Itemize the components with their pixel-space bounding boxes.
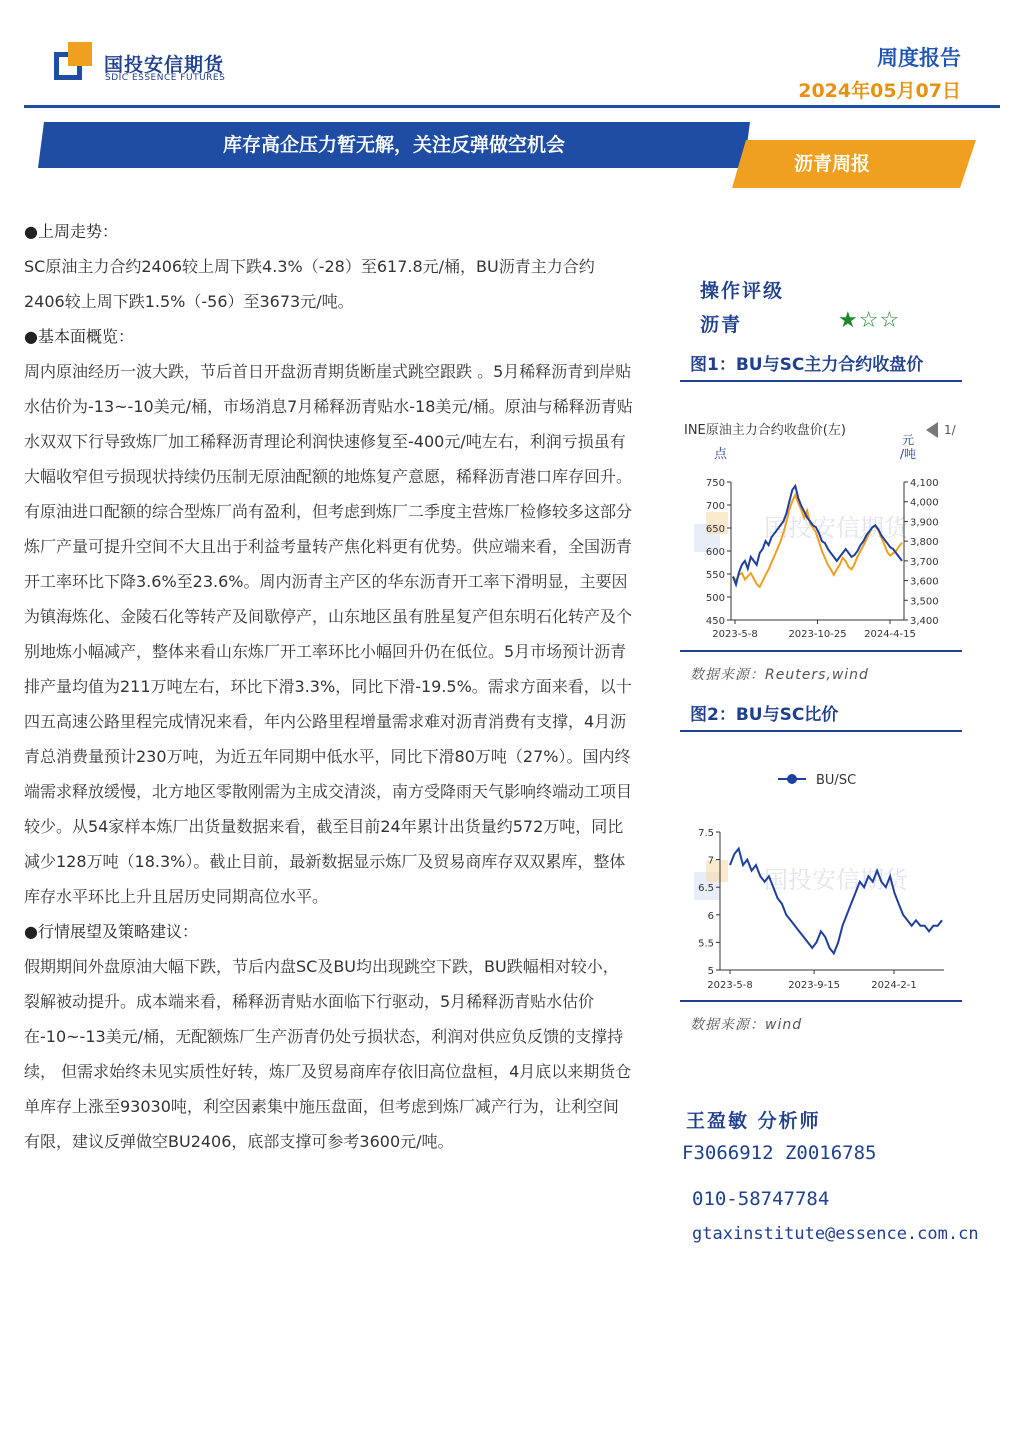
chart-1-right-tick-label: 3,400 bbox=[910, 616, 939, 627]
chart-2-legend-marker bbox=[787, 774, 797, 784]
chart-1-right-unit: 元/吨 bbox=[900, 433, 917, 461]
figure-2-source: 数据来源：wind bbox=[690, 1017, 803, 1033]
report-date: 2024年05月07日 bbox=[798, 80, 961, 102]
heading-last-week: ●上周走势： bbox=[24, 222, 118, 241]
paragraph-outlook: 假期期间外盘原油大幅下跌，节后内盘SC及BU均出现跳空下跌，BU跌幅相对较小，裂解被动提升。成本端来看，稀释沥青贴水面临下行驱动，5月稀释沥青贴水估价在-10~-13美元/桶，无配额炼厂生产沥青仍处亏损状态，利润对供应负反馈的支撑持续， 但需求始终未见实质性好转，炼厂及贸易商库存依旧高位盘桓，4月底以来期货仓单库存上涨至93030吨，利空因素集中施压盘面，但考虑到炼厂减产行为，让利空间有限，建议反弹做空BU2406，底部支撑可参考3600元/吨。 bbox=[24, 957, 632, 1151]
logo-name-en: SDIC ESSENCE FUTURES bbox=[105, 73, 226, 83]
paragraph-last-week: SC原油主力合约2406较上周下跌4.3%（-28）至617.8元/桶，BU沥青主力合约2406较上周下跌1.5%（-56）至3673元/吨。 bbox=[24, 257, 595, 311]
chart-2-y-tick-label: 7.5 bbox=[698, 828, 714, 839]
chart-2-x-tick-label: 2023-9-15 bbox=[788, 980, 840, 991]
figure-1-source: 数据来源：Reuters,wind bbox=[690, 667, 869, 683]
chart-1-watermark bbox=[694, 512, 910, 552]
chart-1-left-unit: 点 bbox=[714, 447, 728, 462]
chart-1-left-tick-label: 650 bbox=[705, 524, 725, 535]
analyst-phone: 010-58747784 bbox=[692, 1188, 830, 1210]
figure-1-rule bbox=[680, 380, 962, 382]
figure-1-title: 图1：BU与SC主力合约收盘价 bbox=[690, 355, 924, 375]
chart-2-legend: BU/SC bbox=[816, 773, 857, 788]
chart-1-left-tick-label: 600 bbox=[705, 547, 725, 558]
chart-1-legend: INE原油主力合约收盘价(左) bbox=[684, 423, 846, 438]
header-divider bbox=[24, 105, 1000, 108]
chart-1-x-tick-label: 2023-5-8 bbox=[712, 629, 758, 640]
chart-1-right-tick-label: 3,600 bbox=[910, 576, 939, 588]
chart-1-right-tick-label: 3,500 bbox=[910, 596, 939, 608]
chart-2-y-tick-label: 6.5 bbox=[698, 883, 714, 895]
chart-1-left-tick-label: 550 bbox=[705, 570, 725, 581]
company-logo-icon bbox=[54, 42, 94, 82]
chart-2-watermark-text: 国投安信期货 bbox=[764, 866, 908, 894]
chart-2-watermark bbox=[694, 860, 910, 900]
chart-1-left-tick-label: 700 bbox=[705, 501, 725, 512]
section-title: 沥青周报 bbox=[793, 153, 870, 175]
figure-2-bottom-rule bbox=[680, 1000, 962, 1002]
chart-bu-sc-ratio bbox=[676, 760, 966, 1000]
chart-1-watermark-text: 国投安信期货 bbox=[764, 514, 908, 542]
figure-1-bottom-rule bbox=[680, 650, 962, 652]
legend-page-indicator: 1/ bbox=[944, 423, 956, 437]
figure-2-rule bbox=[680, 730, 962, 732]
report-title: 库存高企压力暂无解，关注反弹做空机会 bbox=[222, 134, 565, 156]
report-type: 周度报告 bbox=[877, 46, 961, 70]
figure-2-title: 图2：BU与SC比价 bbox=[690, 705, 839, 725]
chart-1-left-tick-label: 750 bbox=[705, 478, 725, 489]
rating-title: 操作评级 bbox=[700, 280, 785, 302]
chart-2-y-tick-label: 7 bbox=[707, 855, 714, 867]
paragraph-fundamentals: 周内原油经历一波大跌，节后首日开盘沥青期货断崖式跳空跟跌 。5月稀释沥青到岸贴水估价为-13~-10美元/桶，市场消息7月稀释沥青贴水-18美元/桶。原油与稀释沥青贴水双双下行导致炼厂加工稀释沥青理论利润快速修复至-400元/吨左右，利润亏损虽有大幅收窄但亏损现状持续仍压制无原油配额的地炼复产意愿，稀释沥青港口库存回升。有原油进口配额的综合型炼厂尚有盈利，但考虑到炼厂二季度主营炼厂检修较多这部分炼厂产量可提升空间不大且出于利益考量转产焦化料更有优势。供应端来看，全国沥青开工率环比下降3.6%至23.6%。周内沥青主产区的华东沥青开工率下滑明显，主要因为镇海炼化、金陵石化等转产及间歇停产，山东地区虽有胜星复产但东明石化转产及个别地炼小幅减产，整体来看山东炼厂开工率环比小幅回升仍在低位。5月市场预计沥青排产量均值为211万吨左右，环比下滑3.3%，同比下滑-19.5%。需求方面来看，以十四五高速公路里程完成情况来看，年内公路里程增量需求难对沥青消费有支撑，4月沥青总消费量预计230万吨，为近五年同期中低水平，同比下滑80万吨（27%）。国内终端需求释放缓慢，北方地区零散刚需为主成交清淡，南方受降雨天气影响终端动工项目较少。从54家样本炼厂出货量数据来看，截至目前24年累计出货量约572万吨，同比减少128万吨（18.3%）。截止目前，最新数据显示炼厂及贸易商库存双双累库，整体库存水平环比上升且居历史同期高位水平。 bbox=[24, 362, 633, 906]
analyst-email[interactable]: gtaxinstitute@essence.com.cn bbox=[692, 1224, 979, 1244]
rating-commodity: 沥青 bbox=[700, 314, 743, 336]
chart-1-x-tick-label: 2024-4-15 bbox=[864, 629, 916, 640]
chart-1-left-tick-label: 500 bbox=[705, 593, 725, 604]
heading-outlook: ●行情展望及策略建议： bbox=[24, 922, 198, 941]
chart-1-right-tick-label: 4,000 bbox=[910, 497, 939, 509]
analyst-name: 王盈敏 分析师 bbox=[686, 1110, 821, 1132]
chart-1-right-tick-label: 3,700 bbox=[910, 556, 939, 568]
chart-1-right-tick-label: 3,800 bbox=[910, 537, 939, 549]
chart-bu-sc-close bbox=[676, 412, 966, 650]
analyst-certificate: F3066912 Z0016785 bbox=[682, 1142, 877, 1164]
chart-2-x-tick-label: 2023-5-8 bbox=[707, 980, 753, 991]
chart-2-x-tick-label: 2024-2-1 bbox=[871, 980, 917, 991]
chart-2-series-bu-sc-line bbox=[730, 849, 942, 954]
chart-1-right-tick-label: 4,100 bbox=[910, 478, 939, 489]
legend-prev-arrow-icon[interactable] bbox=[926, 422, 938, 438]
chart-2-y-tick-label: 5 bbox=[707, 966, 714, 977]
chart-1-left-tick-label: 450 bbox=[705, 616, 725, 627]
rating-stars: ★☆☆ bbox=[838, 308, 901, 333]
chart-1-x-tick-label: 2023-10-25 bbox=[788, 629, 847, 640]
chart-1-right-tick-label: 3,900 bbox=[910, 517, 939, 529]
chart-2-y-tick-label: 5.5 bbox=[698, 938, 714, 950]
main-content bbox=[24, 214, 634, 1159]
heading-fundamentals: ●基本面概览： bbox=[24, 327, 134, 346]
chart-2-y-tick-label: 6 bbox=[707, 910, 714, 922]
logo-name-cn: 国投安信期货 bbox=[104, 54, 225, 76]
